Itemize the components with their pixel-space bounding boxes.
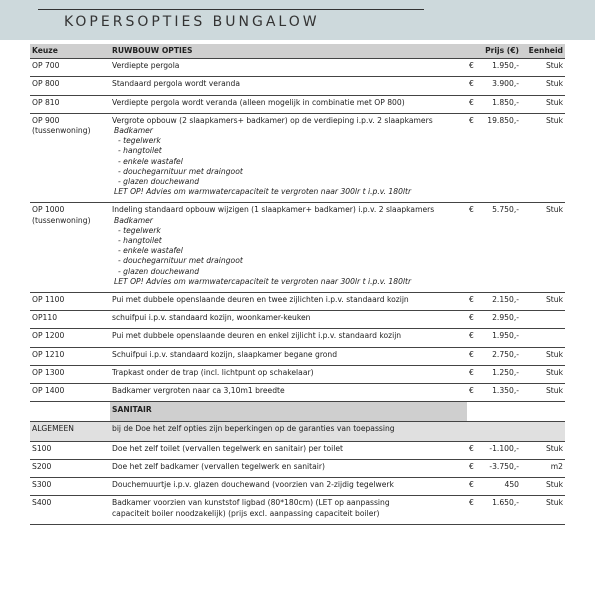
option-price: 1.950,- [477,59,521,77]
option-code [30,459,110,477]
option-unit: Stuk [521,384,565,402]
option-price: 1.950,- [477,329,521,347]
description-line: LET OP! Advies om warmwatercapaciteit te vergroten naar 300lr t i.p.v. 180ltr [114,276,412,286]
description-line: - tegelwerk [118,136,161,146]
option-description [110,347,467,365]
description-line: Doe het zelf badkamer (vervallen tegelwerk en sanitair) [112,461,325,471]
option-unit: Stuk [521,496,565,524]
option-code-line: S400 [32,498,52,508]
description-line: schuifpui i.p.v. standaard kozijn, woonkamer-keuken [112,313,311,323]
table-row [30,478,565,496]
option-description [110,59,467,77]
description-line: Badkamer [114,215,153,225]
description-line: LET OP! Advies om warmwatercapaciteit te vergroten naar 300lr t i.p.v. 180ltr [114,187,412,197]
description-line: Pui met dubbele openslaande deuren en enkel zijlicht i.p.v. standaard kozijn [112,331,402,341]
description-line: - tegelwerk [118,225,161,235]
description-line: - enkele wastafel [118,246,183,256]
option-unit: Stuk [521,95,565,113]
table-header [30,44,565,59]
currency-symbol: € [467,59,477,77]
table-row [30,203,565,293]
table-row [30,496,565,524]
option-code [30,347,110,365]
option-description [110,293,467,311]
option-price: 1.650,- [477,496,521,524]
option-description [110,95,467,113]
option-description [110,496,467,524]
option-code-line: OP 800 [32,79,60,89]
option-unit: Stuk [521,478,565,496]
currency-symbol: € [467,384,477,402]
option-description [110,441,467,459]
description-line: Trapkast onder de trap (incl. lichtpunt op schakelaar) [112,367,314,377]
description-line: Badkamer [114,126,153,136]
option-code-line: S100 [32,443,52,453]
description-line: Verdiepte pergola wordt veranda (alleen mogelijk in combinatie met OP 800) [112,97,405,107]
ruwbouw-rows [30,59,565,402]
option-unit: Stuk [521,347,565,365]
option-code-line: S200 [32,461,52,471]
table-row [30,293,565,311]
algemeen-text: bij de Doe het zelf opties zijn beperkingen op de garanties van toepassing [110,422,467,441]
option-unit: Stuk [521,293,565,311]
header-rule [38,9,424,10]
option-code [30,95,110,113]
option-code [30,384,110,402]
option-unit [521,311,565,329]
option-code-line: OP110 [32,313,58,323]
option-code [30,329,110,347]
option-unit: m2 [521,459,565,477]
option-description [110,77,467,95]
section-header-sanitair [30,402,565,422]
currency-symbol: € [467,347,477,365]
section-title: SANITAIR [110,402,467,422]
option-price: 3.900,- [477,77,521,95]
table-row [30,95,565,113]
description-line: Indeling standaard opbouw wijzigen (1 slaapkamer+ badkamer) i.p.v. 2 slaapkamers [112,205,435,215]
description-line: - glazen douchewand [118,177,200,187]
description-line: Schuifpui i.p.v. standaard kozijn, slaapkamer begane grond [112,349,338,359]
option-code-line: OP 700 [32,61,60,71]
description-line: - glazen douchewand [118,266,200,276]
option-code-line: OP 900 [32,115,60,125]
description-line: - hangtoilet [118,236,162,246]
option-description [110,311,467,329]
option-code-line: S300 [32,480,52,490]
option-code [30,478,110,496]
currency-symbol: € [467,311,477,329]
option-unit: Stuk [521,113,565,203]
option-code-line: (tussenwoning) [32,215,91,225]
currency-symbol: € [467,293,477,311]
currency-symbol: € [467,478,477,496]
option-unit: Stuk [521,77,565,95]
currency-symbol: € [467,459,477,477]
page-title: KOPERSOPTIES BUNGALOW [64,14,320,30]
description-line: Douchemuurtje i.p.v. glazen douchewand (voorzien van 2-zijdig tegelwerk [112,480,394,490]
header-banner [0,0,595,40]
option-unit [521,329,565,347]
option-code [30,77,110,95]
option-unit: Stuk [521,59,565,77]
option-description [110,113,467,203]
col-eenheid: Eenheid [521,44,565,59]
option-price: 1.850,- [477,95,521,113]
table-row [30,441,565,459]
algemeen-row [30,422,565,441]
option-code-line: OP 1100 [32,295,65,305]
option-unit: Stuk [521,203,565,293]
option-description [110,384,467,402]
description-line: - enkele wastafel [118,156,183,166]
option-code-line: OP 810 [32,97,60,107]
option-description [110,365,467,383]
option-description [110,459,467,477]
description-line: - douchegarnituur met draingoot [118,256,243,266]
option-code [30,311,110,329]
currency-symbol: € [467,77,477,95]
option-price: 2.150,- [477,293,521,311]
option-unit: Stuk [521,365,565,383]
option-description [110,478,467,496]
option-code [30,203,110,293]
col-description: RUWBOUW OPTIES [110,44,467,59]
currency-symbol: € [467,329,477,347]
option-price: -3.750,- [477,459,521,477]
option-code-line: (tussenwoning) [32,126,91,136]
table-row [30,329,565,347]
sanitair-rows [30,441,565,524]
currency-symbol: € [467,203,477,293]
description-line: Doe het zelf toilet (vervallen tegelwerk en sanitair) per toilet [112,443,343,453]
option-code-line: OP 1200 [32,331,65,341]
table-row [30,347,565,365]
table-row [30,311,565,329]
option-price: 1.350,- [477,384,521,402]
description-line: Vergrote opbouw (2 slaapkamers+ badkamer) op de verdieping i.p.v. 2 slaapkamers [112,115,433,125]
description-line: Standaard pergola wordt veranda [112,79,241,89]
description-line: Badkamer voorzien van kunststof ligbad (80*180cm) (LET op aanpassing [112,498,390,508]
currency-symbol: € [467,496,477,524]
description-line: - douchegarnituur met draingoot [118,166,243,176]
option-code [30,365,110,383]
algemeen-label: ALGEMEEN [30,422,110,441]
option-price: 2.950,- [477,311,521,329]
currency-symbol: € [467,441,477,459]
options-table [30,44,565,525]
currency-symbol: € [467,365,477,383]
option-price: 1.250,- [477,365,521,383]
table-row [30,459,565,477]
table-row [30,384,565,402]
option-code [30,496,110,524]
option-description [110,203,467,293]
option-description [110,329,467,347]
option-code [30,293,110,311]
currency-symbol: € [467,113,477,203]
description-line: Pui met dubbele openslaande deuren en twee zijlichten i.p.v. standaard kozijn [112,295,409,305]
option-code-line: OP 1000 [32,205,65,215]
table-row [30,77,565,95]
currency-symbol: € [467,95,477,113]
option-price: 19.850,- [477,113,521,203]
table-row [30,113,565,203]
option-price: 2.750,- [477,347,521,365]
description-line: Verdiepte pergola [112,61,180,71]
option-price: -1.100,- [477,441,521,459]
option-unit: Stuk [521,441,565,459]
description-line: capaciteit boiler noodzakelijk) (prijs excl. aanpassing capaciteit boiler) [112,508,380,518]
option-code-line: OP 1400 [32,386,65,396]
option-price: 450 [477,478,521,496]
option-code [30,113,110,203]
option-price: 5.750,- [477,203,521,293]
table-row [30,365,565,383]
col-keuze: Keuze [30,44,110,59]
description-line: Badkamer vergroten naar ca 3,10m1 breedte [112,386,285,396]
description-line: - hangtoilet [118,146,162,156]
col-prijs: Prijs (€) [467,44,521,59]
sanitair-section [30,402,565,441]
table-row [30,59,565,77]
option-code-line: OP 1300 [32,367,65,377]
option-code-line: OP 1210 [32,349,65,359]
option-code [30,441,110,459]
option-code [30,59,110,77]
